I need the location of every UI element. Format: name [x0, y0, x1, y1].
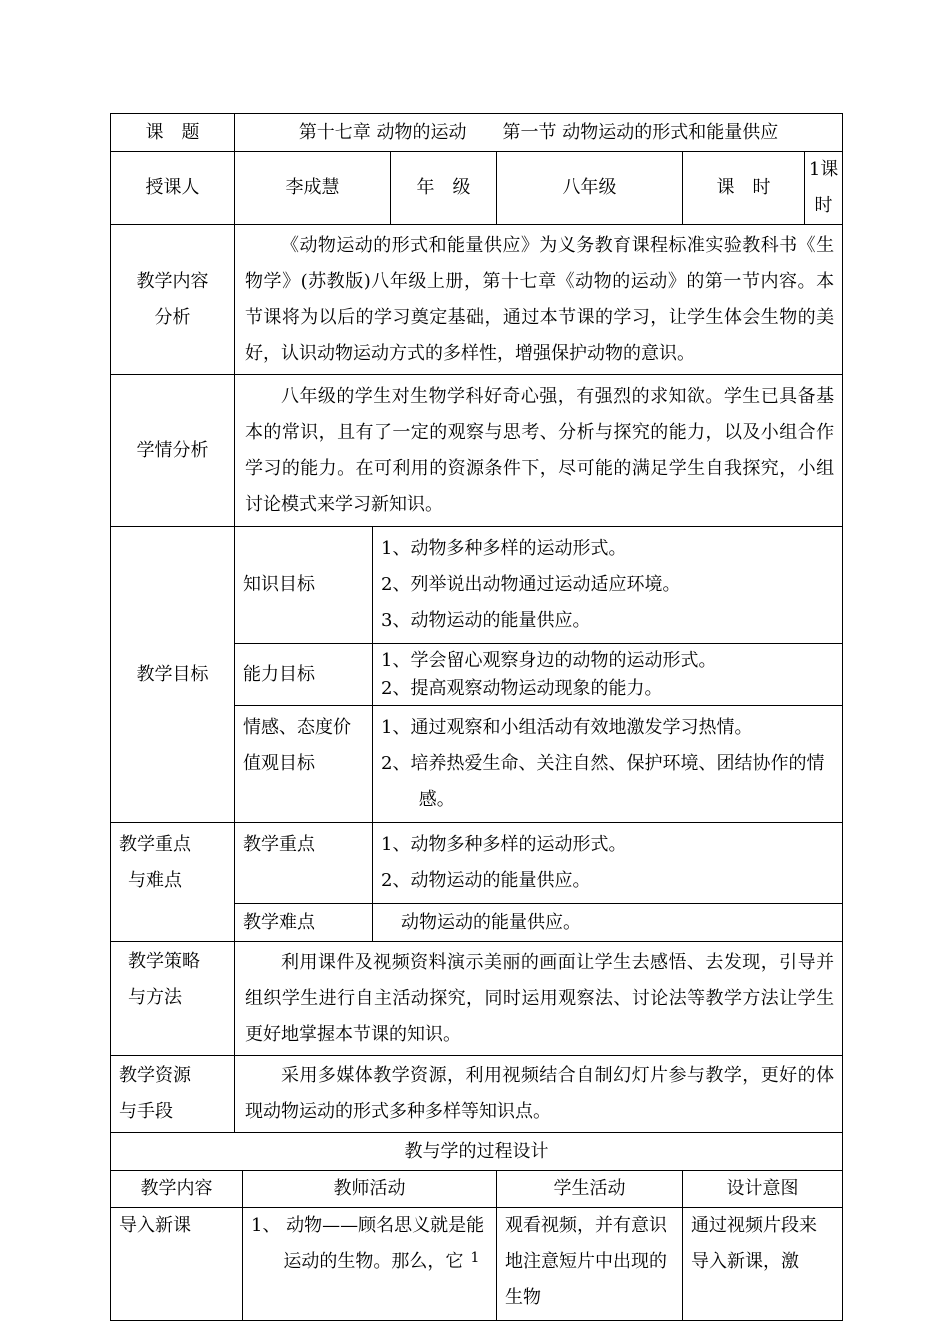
process-col-teacher: 教师活动	[243, 1171, 497, 1208]
process-col-student: 学生活动	[497, 1171, 683, 1208]
process-header-row	[111, 1171, 843, 1208]
grade-value: 八年级	[497, 152, 683, 225]
emotion-item: 2、培养热爱生命、关注自然、保护环境、团结协作的情感。	[381, 753, 825, 810]
knowledge-item: 3、动物运动的能量供应。	[381, 610, 591, 631]
key-point-row	[111, 823, 843, 904]
learner-analysis-row	[111, 375, 843, 527]
grade-label: 年 级	[391, 152, 497, 225]
content-analysis-cell	[235, 225, 843, 375]
ability-label: 能力目标	[235, 644, 373, 706]
strategy-label	[111, 942, 235, 1056]
process-col-intent: 设计意图	[683, 1171, 843, 1208]
knowledge-item: 2、列举说出动物通过运动适应环境。	[381, 574, 681, 595]
strategy-row	[111, 942, 843, 1056]
teacher-value: 李成慧	[235, 152, 391, 225]
knowledge-objective-row	[111, 527, 843, 644]
resources-cell	[235, 1056, 843, 1133]
content-analysis-label-line1: 教学内容	[136, 270, 209, 292]
teacher-row	[111, 152, 843, 225]
content-analysis-label-line2: 分析	[154, 306, 191, 328]
content-analysis-label	[111, 225, 235, 375]
content-analysis-text: 《动物运动的形式和能量供应》为义务教育课程标准实验教科书《生物学》(苏教版)八年级上册，第十七章《动物的运动》的第一节内容。本节课将为以后的学习奠定基础，通过本节课的学习，让学生体会生物的美好，认识动物运动方式的多样性，增强保护动物的意识。	[245, 234, 835, 364]
emotion-label	[235, 706, 373, 823]
page-number: 1	[470, 1250, 480, 1266]
process-row-intent: 通过视频片段来导入新课，激	[683, 1208, 843, 1321]
knowledge-items	[373, 527, 843, 644]
strategy-label-line1: 教学策略	[128, 951, 200, 972]
resources-row	[111, 1056, 843, 1133]
process-row-content: 导入新课	[111, 1208, 243, 1321]
key-points-label-line2: 与难点	[128, 870, 182, 891]
topic-row	[111, 114, 843, 152]
resources-label-line1: 教学资源	[119, 1065, 191, 1086]
lesson-plan-table	[110, 113, 843, 1321]
learner-analysis-label: 学情分析	[111, 375, 235, 527]
content-analysis-row	[111, 225, 843, 375]
emotion-label-line1: 情感、态度价	[243, 717, 351, 738]
resources-label-line2: 与手段	[119, 1101, 173, 1122]
knowledge-item: 1、动物多种多样的运动形式。	[381, 538, 627, 559]
resources-text: 采用多媒体教学资源，利用视频结合自制幻灯片参与教学，更好的体现动物运动的形式多种多样等知识点。	[245, 1065, 835, 1122]
key-item: 2、动物运动的能量供应。	[381, 870, 591, 891]
strategy-label-line2: 与方法	[128, 987, 182, 1008]
learner-analysis-cell	[235, 375, 843, 527]
topic-label: 课 题	[111, 114, 235, 152]
difficult-value: 动物运动的能量供应。	[373, 904, 843, 942]
ability-item: 1、学会留心观察身边的动物的运动形式。	[381, 649, 717, 671]
hours-label: 课 时	[683, 152, 805, 225]
objectives-label: 教学目标	[111, 527, 235, 823]
ability-items	[373, 644, 843, 706]
key-item: 1、动物多种多样的运动形式。	[381, 834, 627, 855]
process-col-content: 教学内容	[111, 1171, 243, 1208]
emotion-label-line2: 值观目标	[243, 753, 315, 774]
strategy-text: 利用课件及视频资料演示美丽的画面让学生去感悟、去发现，引导并组织学生进行自主活动探究，同时运用观察法、讨论法等教学方法让学生更好地掌握本节课的知识。	[245, 951, 835, 1045]
hours-value: 1课时	[805, 152, 843, 225]
key-items	[373, 823, 843, 904]
process-row-student: 观看视频，并有意识地注意短片中出现的生物	[497, 1208, 683, 1321]
key-points-label-line1: 教学重点	[119, 834, 191, 855]
emotion-item: 1、通过观察和小组活动有效地激发学习热情。	[381, 717, 753, 738]
key-label: 教学重点	[235, 823, 373, 904]
knowledge-label: 知识目标	[235, 527, 373, 644]
teacher-label: 授课人	[111, 152, 235, 225]
process-row-teacher-text: 1、 动物——顾名思义就是能运动的生物。那么，它	[251, 1215, 485, 1272]
learner-analysis-text: 八年级的学生对生物学科好奇心强，有强烈的求知欲。学生已具备基本的常识，且有了一定的观察与思考、分析与探究的能力，以及小组合作学习的能力。在可利用的资源条件下，尽可能的满足学生自我探究，小组讨论模式来学习新知识。	[245, 385, 835, 515]
key-points-label	[111, 823, 235, 942]
process-title-row	[111, 1133, 843, 1171]
ability-item: 2、提高观察动物运动现象的能力。	[381, 677, 663, 699]
strategy-cell	[235, 942, 843, 1056]
difficult-label: 教学难点	[235, 904, 373, 942]
topic-value: 第十七章 动物的运动 第一节 动物运动的形式和能量供应	[235, 114, 843, 152]
emotion-items	[373, 706, 843, 823]
process-title: 教与学的过程设计	[111, 1133, 843, 1171]
resources-label	[111, 1056, 235, 1133]
